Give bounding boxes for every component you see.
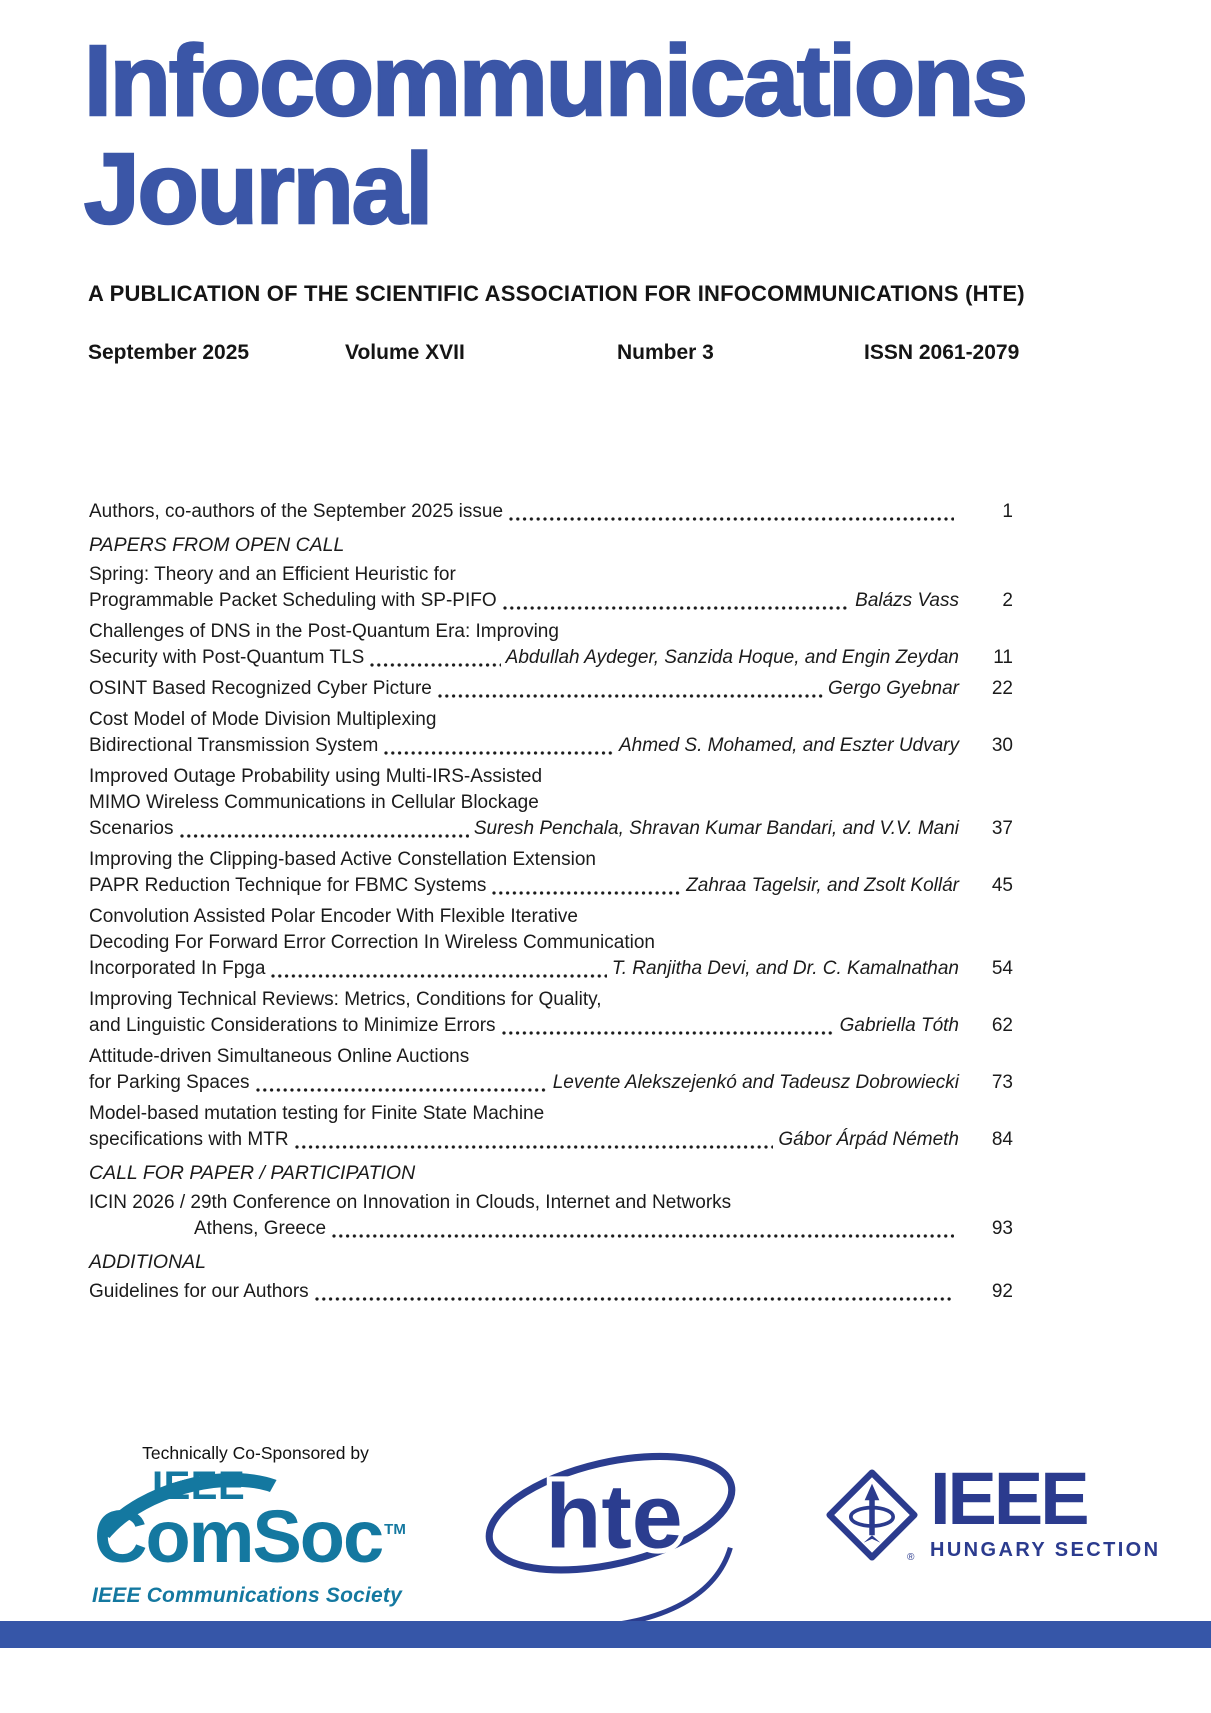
- dot-leader: [315, 1295, 954, 1302]
- toc-entry-page: 92: [991, 1281, 1013, 1302]
- toc-entry-final-line: [89, 873, 1013, 899]
- toc-entry: [89, 904, 1013, 982]
- comsoc-trademark: TM: [384, 1521, 406, 1538]
- toc-entry-page: 73: [991, 1072, 1013, 1093]
- toc-entry-line: Challenges of DNS in the Post-Quantum Era: Improving: [89, 621, 559, 642]
- toc-entry-page: 11: [993, 647, 1013, 668]
- comsoc-tagline: IEEE Communications Society: [92, 1584, 402, 1607]
- comsoc-wordmark: ComSoc: [94, 1495, 383, 1578]
- toc-entry-line: Model-based mutation testing for Finite State Machine: [89, 1103, 545, 1124]
- toc-entry-page: 84: [991, 1129, 1013, 1150]
- toc-entry-title: PAPR Reduction Technique for FBMC Systems: [89, 875, 487, 896]
- toc-section-header: CALL FOR PAPER / PARTICIPATION: [89, 1162, 416, 1184]
- toc-entry-page: 37: [991, 818, 1013, 839]
- toc-entry: [89, 499, 1013, 525]
- toc-entry: [89, 1279, 1013, 1305]
- toc-entry-page: 93: [991, 1218, 1013, 1239]
- toc-entry-line: Spring: Theory and an Efficient Heuristic for: [89, 564, 456, 585]
- toc-entry-final-line: [89, 645, 1013, 671]
- toc-entry-title: specifications with MTR: [89, 1129, 289, 1150]
- ieee-comsoc-logo: [88, 1466, 428, 1608]
- dot-leader: [492, 889, 681, 896]
- toc-entry-line: Decoding For Forward Error Correction In Wireless Communication: [89, 932, 655, 953]
- journal-logo: [84, 25, 1026, 245]
- toc-entry-title: Programmable Packet Scheduling with SP-PIFO: [89, 590, 497, 611]
- journal-logo-line1: Infocommunications: [84, 25, 1026, 137]
- dot-leader: [180, 832, 469, 839]
- toc-entry-authors: T. Ranjitha Devi, and Dr. C. Kamalnathan: [611, 958, 959, 979]
- publication-statement: A PUBLICATION OF THE SCIENTIFIC ASSOCIATION FOR INFOCOMMUNICATIONS (HTE): [88, 281, 1025, 306]
- table-of-contents: [89, 499, 1013, 1310]
- toc-entry-title: Bidirectional Transmission System: [89, 735, 379, 756]
- issue-date: September 2025: [88, 341, 250, 364]
- toc-entry: [89, 764, 1013, 842]
- issue-info-row: [0, 341, 1211, 371]
- toc-entry-line: Convolution Assisted Polar Encoder With Flexible Iterative: [89, 906, 578, 927]
- dot-leader: [502, 1029, 835, 1036]
- toc-section-header: PAPERS FROM OPEN CALL: [89, 534, 345, 556]
- toc-entry: [89, 619, 1013, 671]
- toc-entry-authors: Gabriella Tóth: [839, 1015, 959, 1036]
- toc-entry-authors: Zahraa Tagelsir, and Zsolt Kollár: [686, 875, 959, 896]
- toc-entry-line: Improved Outage Probability using Multi-IRS-Assisted: [89, 766, 543, 787]
- dot-leader: [438, 692, 823, 699]
- toc-entry: [89, 1190, 1013, 1242]
- dot-leader: [332, 1232, 954, 1239]
- toc-entry-authors: Abdullah Aydeger, Sanzida Hoque, and Engin Zeydan: [505, 647, 959, 668]
- toc-entry-title: and Linguistic Considerations to Minimize Errors: [89, 1015, 496, 1036]
- toc-entry-final-line: [89, 676, 1013, 702]
- toc-entry-final-line: [89, 1216, 1013, 1242]
- comsoc-ieee-text: IEEE: [152, 1464, 246, 1508]
- dot-leader: [295, 1143, 774, 1150]
- toc-entry-authors: Gergo Gyebnar: [828, 678, 959, 699]
- hte-text: hte: [545, 1465, 683, 1568]
- toc-entry-page: 54: [991, 958, 1013, 979]
- toc-entry-page: 2: [1002, 590, 1013, 611]
- toc-entry: [89, 562, 1013, 614]
- toc-entry-line: Attitude-driven Simultaneous Online Auctions: [89, 1046, 470, 1067]
- toc-entry-title: Security with Post-Quantum TLS: [89, 647, 365, 668]
- toc-entry: [89, 707, 1013, 759]
- toc-entry-title: Guidelines for our Authors: [89, 1281, 309, 1302]
- toc-entry-authors: Suresh Penchala, Shravan Kumar Bandari, and V.V. Mani: [473, 818, 959, 839]
- dot-leader: [384, 749, 614, 756]
- dot-leader: [509, 515, 954, 522]
- ieee-hungary-logo: [826, 1457, 1161, 1562]
- issue-volume: Volume XVII: [345, 341, 465, 364]
- toc-entry-title: Scenarios: [89, 818, 174, 839]
- toc-entry: [89, 987, 1013, 1039]
- toc-entry: [89, 847, 1013, 899]
- toc-entry-line: MIMO Wireless Communications in Cellular Blockage: [89, 792, 539, 813]
- toc-entry-page: 1: [1002, 501, 1013, 522]
- toc-entry-page: 45: [991, 875, 1013, 896]
- toc-entry-authors: Levente Alekszejenkó and Tadeusz Dobrowiecki: [552, 1072, 959, 1093]
- toc-entry-final-line: [89, 1127, 1013, 1153]
- toc-entry-final-line: [89, 588, 1013, 614]
- toc-entry-page: 62: [991, 1015, 1013, 1036]
- toc-entry-final-line: [89, 816, 1013, 842]
- toc-entry-line: Improving the Clipping-based Active Constellation Extension: [89, 849, 596, 870]
- sponsor-note: Technically Co-Sponsored by: [142, 1443, 369, 1463]
- ieee-diamond-icon: [826, 1469, 918, 1561]
- ieee-registered-mark: ®: [906, 1552, 915, 1561]
- toc-entry: [89, 1044, 1013, 1096]
- issue-number: Number 3: [617, 341, 714, 364]
- dot-leader: [256, 1086, 548, 1093]
- dot-leader: [271, 972, 607, 979]
- toc-entry-final-line: [89, 956, 1013, 982]
- journal-logo-line2: Journal: [84, 133, 432, 245]
- hte-orbit-icon: [458, 1436, 763, 1631]
- toc-entry-title: OSINT Based Recognized Cyber Picture: [89, 678, 432, 699]
- issue-issn: ISSN 2061-2079: [864, 341, 1020, 364]
- dot-leader: [370, 661, 500, 668]
- toc-entry-title: Authors, co-authors of the September 2025 issue: [89, 501, 504, 522]
- toc-entry-line: ICIN 2026 / 29th Conference on Innovation in Clouds, Internet and Networks: [89, 1192, 732, 1213]
- toc-entry: [89, 676, 1013, 702]
- hte-logo: [458, 1436, 763, 1636]
- toc-entry-final-line: [89, 733, 1013, 759]
- toc-entry-line: Improving Technical Reviews: Metrics, Conditions for Quality,: [89, 989, 602, 1010]
- toc-entry-final-line: [89, 1013, 1013, 1039]
- toc-entry-authors: Ahmed S. Mohamed, and Eszter Udvary: [618, 735, 959, 756]
- toc-entry-page: 30: [991, 735, 1013, 756]
- toc-entry-final-line: [89, 1279, 1013, 1305]
- toc-entry-title: Incorporated In Fpga: [89, 958, 266, 979]
- toc-entry-title: for Parking Spaces: [89, 1072, 250, 1093]
- toc-entry-authors: Gábor Árpád Németh: [778, 1129, 959, 1150]
- toc-entry-final-line: [89, 499, 1013, 525]
- toc-entry-line: Cost Model of Mode Division Multiplexing: [89, 709, 437, 730]
- toc-entry-page: 22: [991, 678, 1013, 699]
- toc-entry-final-line: [89, 1070, 1013, 1096]
- toc-entry-title: Athens, Greece: [194, 1218, 327, 1239]
- ieee-hungary-ieee-text: IEEE: [930, 1457, 1087, 1540]
- toc-section-header: ADDITIONAL: [89, 1251, 207, 1273]
- dot-leader: [503, 604, 851, 611]
- toc-entry: [89, 1101, 1013, 1153]
- footer-accent-bar: [0, 1621, 1211, 1648]
- ieee-hungary-section-text: HUNGARY SECTION: [930, 1538, 1161, 1561]
- toc-entry-authors: Balázs Vass: [855, 590, 959, 611]
